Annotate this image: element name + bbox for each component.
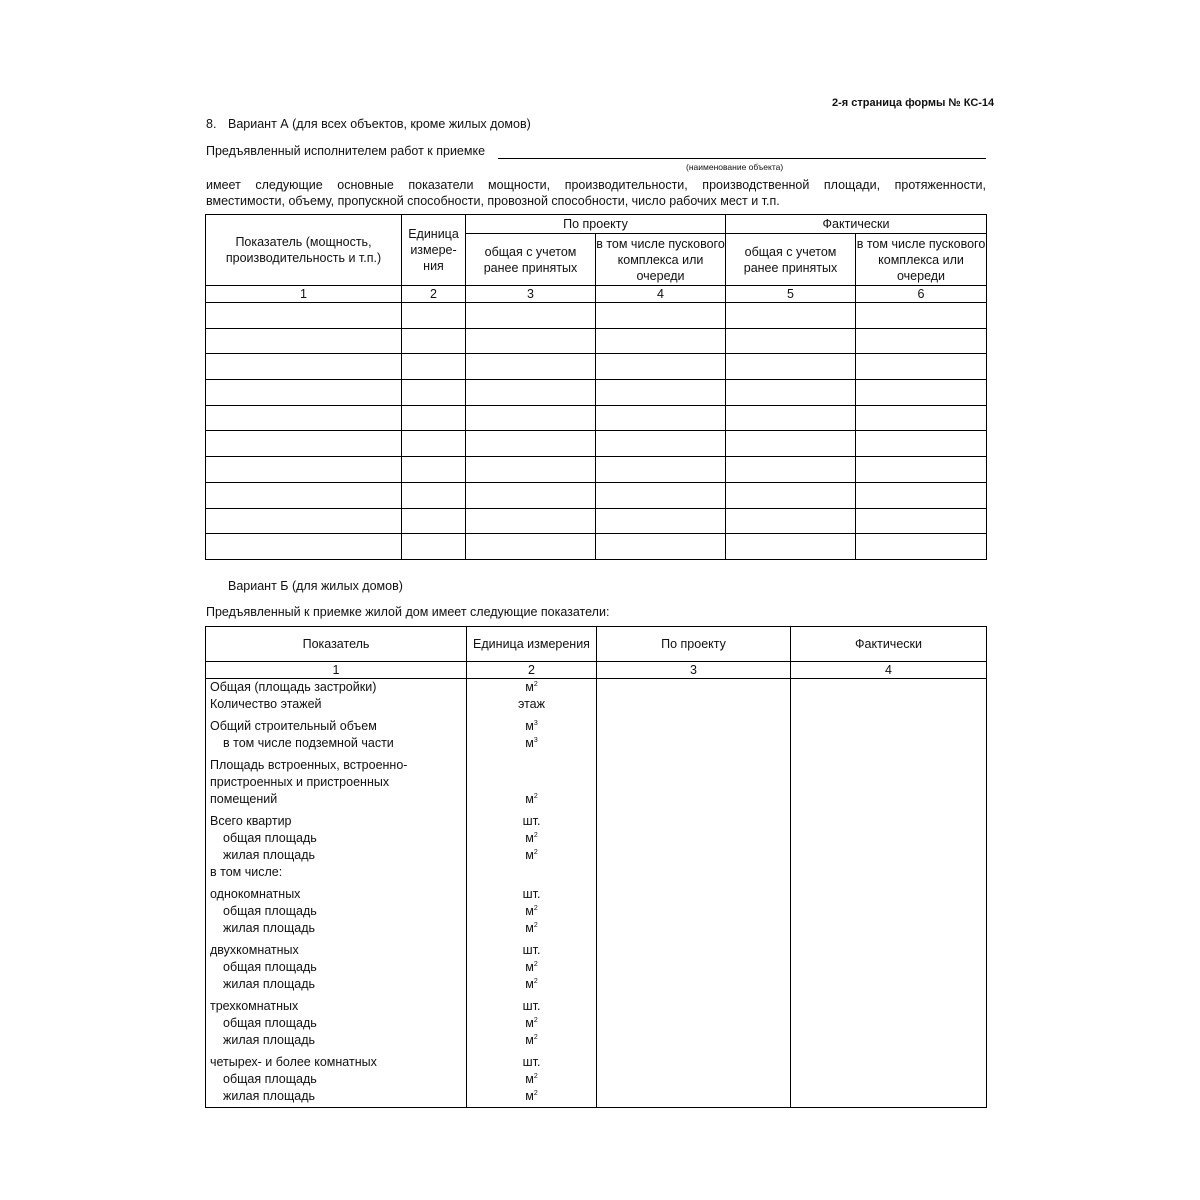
empty-cell[interactable] [726,354,856,380]
unit-value [467,976,596,993]
unit-exponent: 2 [533,921,538,929]
column-number: 3 [466,286,596,303]
b-header-unit: Единица измерения [467,627,597,662]
unit-exponent: 2 [533,1089,538,1097]
column-number: 4 [596,286,726,303]
empty-cell[interactable] [466,457,596,483]
empty-cell[interactable] [726,431,856,457]
unit-text: шт. [522,999,541,1013]
indicator-label: общая площадь [223,831,317,845]
indicator-label: в том числе подземной части [223,736,394,750]
unit-value [467,942,596,959]
empty-cell[interactable] [856,354,987,380]
empty-cell[interactable] [596,405,726,431]
col-unit-header: Единица измерения [402,215,466,286]
empty-cell[interactable] [726,303,856,329]
unit-exponent: 3 [533,719,538,727]
unit-exponent: 2 [533,904,538,912]
table-row [206,303,987,329]
empty-cell[interactable] [726,508,856,534]
empty-cell[interactable] [466,482,596,508]
unit-text: м [525,831,534,845]
form-page-label: 2-я страница формы № КС-14 [832,97,995,109]
empty-cell[interactable] [466,303,596,329]
b-actual-values[interactable] [791,679,987,1108]
indicator-label: помещений [210,792,278,806]
description-line-2: вместимости, объему, пропускной способности, провозной способности, число рабочих мест и т.п. [206,194,780,208]
indicator-label: жилая площадь [223,977,316,991]
empty-cell[interactable] [596,354,726,380]
empty-cell[interactable] [402,431,466,457]
unit-value [467,920,596,937]
empty-cell[interactable] [726,405,856,431]
unit-value [467,696,596,713]
unit-text: шт. [522,943,541,957]
project-total-header: общая с учетом ранее принятых [466,234,596,286]
empty-cell[interactable] [856,405,987,431]
indicator-label: жилая площадь [223,921,316,935]
unit-value [467,1032,596,1049]
unit-value [467,847,596,864]
unit-text: м [525,792,534,806]
unit-text: м [525,921,534,935]
unit-text: м [525,1072,534,1086]
unit-text: м [525,680,534,694]
column-number: 6 [856,286,987,303]
empty-cell[interactable] [206,328,402,354]
variant-b-intro: Предъявленный к приемке жилой дом имеет следующие показатели: [206,605,610,619]
empty-cell[interactable] [466,508,596,534]
column-number-row [206,286,987,303]
table-row [206,457,987,483]
unit-value [467,903,596,920]
unit-text: м [525,736,534,750]
unit-value [467,959,596,976]
indicator-label: общая площадь [223,904,317,918]
empty-cell[interactable] [402,303,466,329]
unit-value [467,1015,596,1032]
group-project-header: По проекту [466,215,726,234]
unit-exponent: 2 [533,977,538,985]
b-column-number: 2 [467,662,597,679]
unit-text: м [525,1033,534,1047]
unit-value [467,757,596,774]
unit-text: м [525,848,534,862]
indicator-label: общая площадь [223,1072,317,1086]
empty-cell[interactable] [856,380,987,406]
empty-cell[interactable] [596,431,726,457]
indicator-label: Общая (площадь застройки) [210,680,377,694]
empty-cell[interactable] [466,328,596,354]
unit-exponent: 2 [533,1072,538,1080]
empty-cell[interactable] [466,405,596,431]
empty-cell[interactable] [726,380,856,406]
empty-cell[interactable] [466,431,596,457]
empty-cell[interactable] [596,303,726,329]
indicator-label: Количество этажей [210,697,322,711]
unit-exponent: 2 [533,831,538,839]
variant-a-title: Вариант А (для всех объектов, кроме жилых домов) [228,117,531,131]
variant-a-table [205,214,987,560]
unit-value [467,718,596,735]
unit-exponent: 2 [533,792,538,800]
empty-cell[interactable] [206,354,402,380]
b-project-values[interactable] [597,679,791,1108]
project-including-header: в том числе пускового комплекса или очереди [596,234,726,286]
unit-text: м [525,1016,534,1030]
indicator-label: Общий строительный объем [210,719,377,733]
unit-value [467,1071,596,1088]
unit-value [467,679,596,696]
unit-exponent: 2 [533,1016,538,1024]
empty-cell[interactable] [206,508,402,534]
empty-cell[interactable] [726,457,856,483]
column-number: 1 [206,286,402,303]
unit-exponent: 2 [533,960,538,968]
empty-cell[interactable] [856,482,987,508]
indicator-label: Всего квартир [210,814,292,828]
table-row [206,508,987,534]
empty-cell[interactable] [856,534,987,560]
unit-value [467,813,596,830]
table-row [206,328,987,354]
empty-cell[interactable] [402,457,466,483]
unit-value [467,735,596,752]
empty-cell[interactable] [726,534,856,560]
empty-cell[interactable] [206,431,402,457]
unit-value [467,791,596,808]
empty-cell[interactable] [856,508,987,534]
empty-cell[interactable] [206,303,402,329]
empty-cell[interactable] [596,328,726,354]
b-header-project: По проекту [597,627,791,662]
indicator-label: двухкомнатных [210,943,299,957]
empty-cell[interactable] [206,457,402,483]
unit-value [467,1088,596,1105]
empty-cell[interactable] [206,534,402,560]
table-row [206,354,987,380]
indicator-label: Площадь встроенных, встроенно- [210,758,408,772]
b-unit-list [467,679,597,1108]
unit-text: м [525,1089,534,1103]
object-name-line[interactable] [498,158,986,159]
presented-label: Предъявленный исполнителем работ к приемке [206,144,486,158]
column-number: 5 [726,286,856,303]
empty-cell[interactable] [596,482,726,508]
empty-cell[interactable] [402,354,466,380]
indicator-label: в том числе: [210,865,283,879]
empty-cell[interactable] [596,380,726,406]
unit-value [467,774,596,791]
empty-cell[interactable] [856,328,987,354]
table-row [206,431,987,457]
empty-cell[interactable] [402,534,466,560]
indicator-label: жилая площадь [223,1089,316,1103]
indicator-label: трехкомнатных [210,999,299,1013]
unit-value [467,864,596,881]
empty-cell[interactable] [726,328,856,354]
empty-cell[interactable] [596,534,726,560]
unit-exponent: 2 [533,680,538,688]
unit-exponent: 2 [533,848,538,856]
object-name-hint: (наименование объекта) [686,162,784,172]
b-header-indicator: Показатель [206,627,467,662]
indicator-label: однокомнатных [210,887,301,901]
variant-b-title: Вариант Б (для жилых домов) [228,579,403,593]
unit-text: шт. [522,887,541,901]
empty-cell[interactable] [856,457,987,483]
description-line-1: имеет следующие основные показатели мощности, производительности, производственной площади, протяженности, [206,178,986,192]
unit-value [467,830,596,847]
indicator-label: общая площадь [223,1016,317,1030]
b-column-number: 3 [597,662,791,679]
indicator-label: жилая площадь [223,848,316,862]
table-row [206,380,987,406]
column-number: 2 [402,286,466,303]
empty-cell[interactable] [726,482,856,508]
empty-cell[interactable] [206,380,402,406]
unit-value [467,1054,596,1071]
b-indicator-list [206,679,467,1108]
empty-cell[interactable] [206,482,402,508]
unit-text: м [525,904,534,918]
b-column-number: 1 [206,662,467,679]
unit-text: шт. [522,1055,541,1069]
unit-text: м [525,977,534,991]
col-indicator-header: Показатель (мощность, производительность и т.п.) [206,215,402,286]
table-row [206,405,987,431]
empty-cell[interactable] [596,457,726,483]
empty-cell[interactable] [206,405,402,431]
unit-value [467,886,596,903]
unit-text: шт. [522,814,541,828]
empty-cell[interactable] [856,303,987,329]
empty-cell[interactable] [402,482,466,508]
empty-cell[interactable] [466,380,596,406]
indicator-label: пристроенных и пристроенных [210,775,390,789]
empty-cell[interactable] [466,354,596,380]
unit-text: м [525,960,534,974]
unit-text: м [525,719,534,733]
empty-cell[interactable] [856,431,987,457]
unit-text: этаж [517,697,545,711]
empty-cell[interactable] [466,534,596,560]
actual-total-header: общая с учетом ранее принятых [726,234,856,286]
indicator-label: четырех- и более комнатных [210,1055,377,1069]
actual-including-header: в том числе пускового комплекса или очереди [856,234,987,286]
indicator-label: жилая площадь [223,1033,316,1047]
empty-cell[interactable] [402,380,466,406]
table-row [206,482,987,508]
b-header-actual: Фактически [791,627,987,662]
indicator-label: общая площадь [223,960,317,974]
b-column-number: 4 [791,662,987,679]
variant-b-table [205,626,987,1108]
section-number: 8. [206,117,217,131]
empty-cell[interactable] [402,508,466,534]
group-actual-header: Фактически [726,215,987,234]
empty-cell[interactable] [402,405,466,431]
unit-value [467,998,596,1015]
table-row [206,534,987,560]
empty-cell[interactable] [402,328,466,354]
unit-exponent: 2 [533,1033,538,1041]
unit-exponent: 3 [533,736,538,744]
empty-cell[interactable] [596,508,726,534]
